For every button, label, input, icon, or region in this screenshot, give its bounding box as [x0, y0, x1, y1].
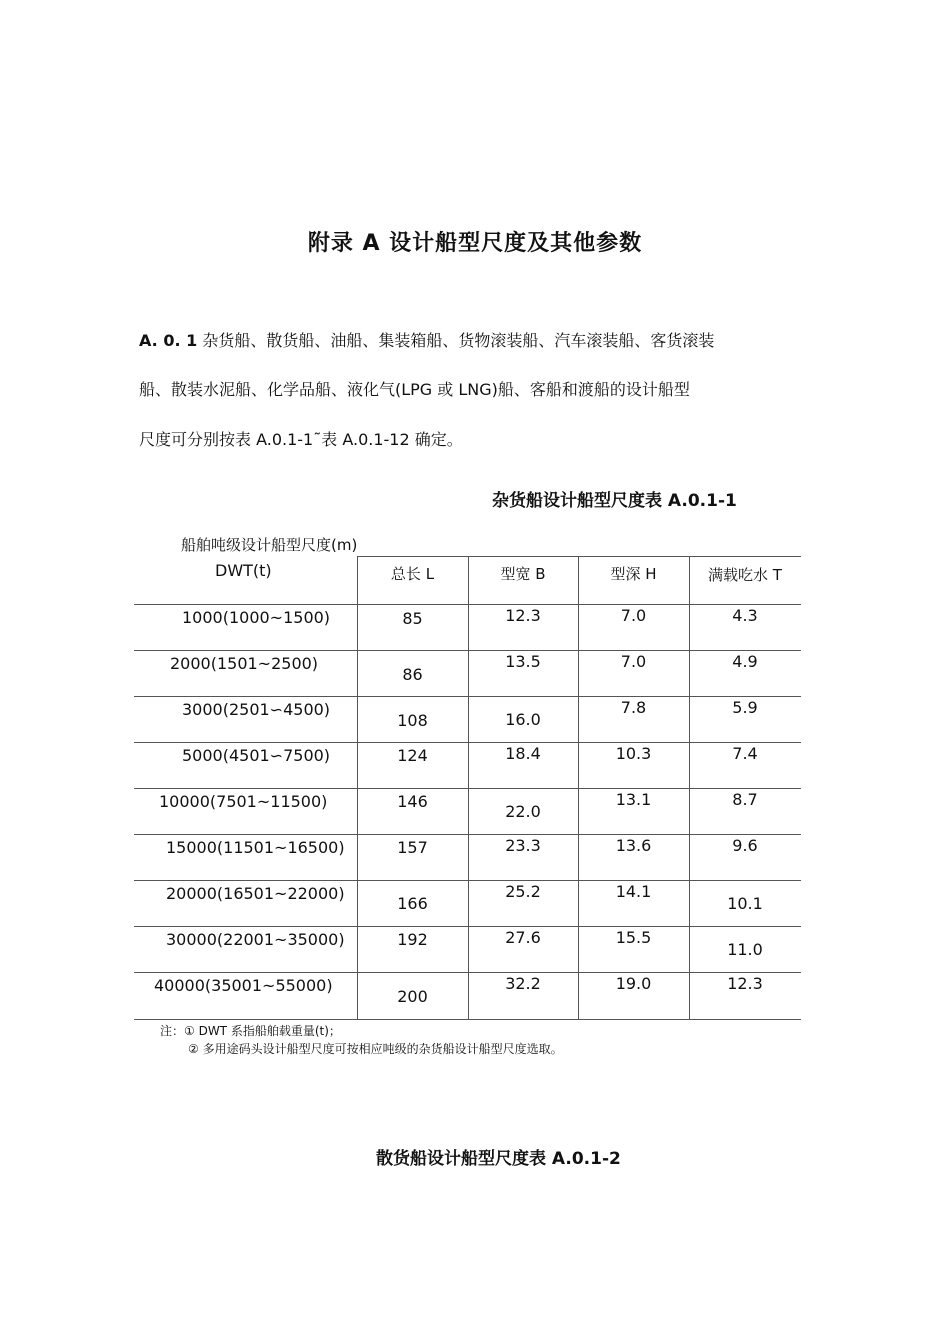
table-cell-dwt: 1000(1000~1500) — [182, 608, 331, 627]
intro-text-1: 杂货船、散货船、油船、集装箱船、货物滚装船、汽车滚装船、客货滚装 — [202, 331, 715, 350]
table-cell-draft: 4.9 — [732, 652, 758, 671]
table-cell-dwt: 5000(4501∽7500) — [182, 746, 331, 765]
table-cell-depth: 19.0 — [615, 974, 652, 993]
table1-group-header — [181, 534, 357, 555]
table1-col-rule — [578, 556, 579, 1019]
table-cell-beam: 23.3 — [505, 836, 541, 855]
table-cell-length: 86 — [402, 665, 423, 684]
table-cell-beam: 27.6 — [505, 928, 541, 947]
table-cell-dwt: 30000(22001~35000) — [166, 930, 345, 949]
table-cell-length: 146 — [397, 792, 428, 811]
page-title: 附录 A 设计船型尺度及其他参数 — [307, 231, 643, 256]
table-cell-depth: 13.6 — [615, 836, 652, 855]
table-cell-depth: 7.0 — [620, 652, 647, 671]
table-cell-dwt: 3000(2501∽4500) — [182, 700, 331, 719]
col-header-draft: 满载吃水 T — [708, 566, 782, 584]
table-cell-beam: 18.4 — [505, 744, 541, 763]
table-cell-dwt: 40000(35001~55000) — [154, 976, 333, 995]
table1-rule-top — [357, 556, 801, 557]
table-cell-draft: 12.3 — [727, 974, 763, 993]
table-cell-length: 157 — [397, 838, 428, 857]
table-cell-length: 192 — [397, 930, 428, 949]
table-cell-length: 85 — [402, 609, 423, 628]
table2-caption: 散货船设计船型尺度表 A.0.1-2 — [376, 1149, 621, 1169]
table1-rule-bottom — [134, 1019, 801, 1020]
table-cell-depth: 10.3 — [615, 744, 652, 763]
table1-caption: 杂货船设计船型尺度表 A.0.1-1 — [492, 491, 737, 511]
table-cell-beam: 22.0 — [505, 802, 541, 821]
table-cell-draft: 9.6 — [732, 836, 758, 855]
intro-line-2: 船、散装水泥船、化学品船、液化气(LPG 或 LNG)船、客船和渡船的设计船型 — [139, 380, 690, 399]
dwt-group-label: 船舶吨级 — [181, 536, 242, 554]
table-cell-depth: 13.1 — [615, 790, 652, 809]
table-cell-beam: 25.2 — [505, 882, 541, 901]
intro-line-3: 尺度可分别按表 A.0.1-1˜表 A.0.1-12 确定。 — [139, 430, 463, 449]
table-cell-depth: 15.5 — [615, 928, 652, 947]
section-number: A. 0. 1 — [139, 331, 198, 350]
table-cell-draft: 7.4 — [732, 744, 758, 763]
col-header-length: 总长 L — [390, 565, 435, 583]
table1-note-1: 注：① DWT 系指船舶载重量(t)； — [160, 1024, 341, 1038]
table-cell-depth: 7.0 — [620, 606, 647, 625]
table-cell-beam: 12.3 — [505, 606, 541, 625]
dwt-unit-label: DWT(t) — [215, 561, 272, 580]
table-cell-length: 124 — [397, 746, 428, 765]
table-cell-depth: 14.1 — [615, 882, 652, 901]
intro-line-1 — [139, 331, 809, 351]
table-cell-draft: 10.1 — [727, 894, 763, 913]
table1-note-2: ② 多用途码头设计船型尺度可按相应吨级的杂货船设计船型尺度选取。 — [188, 1042, 563, 1056]
table-cell-draft: 4.3 — [732, 606, 758, 625]
table-cell-length: 108 — [397, 711, 428, 730]
col-header-beam: 型宽 B — [500, 565, 546, 583]
table-cell-beam: 13.5 — [505, 652, 541, 671]
table1-col-rule — [468, 556, 469, 1019]
table-cell-length: 166 — [397, 894, 428, 913]
table-cell-draft: 8.7 — [732, 790, 758, 809]
table-cell-dwt: 10000(7501~11500) — [159, 792, 328, 811]
table-cell-draft: 11.0 — [727, 940, 763, 959]
table-cell-beam: 16.0 — [505, 710, 541, 729]
table-cell-beam: 32.2 — [505, 974, 541, 993]
dims-group-label: 设计船型尺度(m) — [241, 536, 358, 554]
table-cell-dwt: 20000(16501~22000) — [166, 884, 345, 903]
table-cell-dwt: 15000(11501~16500) — [166, 838, 345, 857]
table-cell-depth: 7.8 — [620, 698, 647, 717]
col-header-depth: 型深 H — [610, 565, 657, 583]
table-cell-dwt: 2000(1501~2500) — [170, 654, 319, 673]
table-cell-length: 200 — [397, 987, 428, 1006]
table-cell-draft: 5.9 — [732, 698, 758, 717]
